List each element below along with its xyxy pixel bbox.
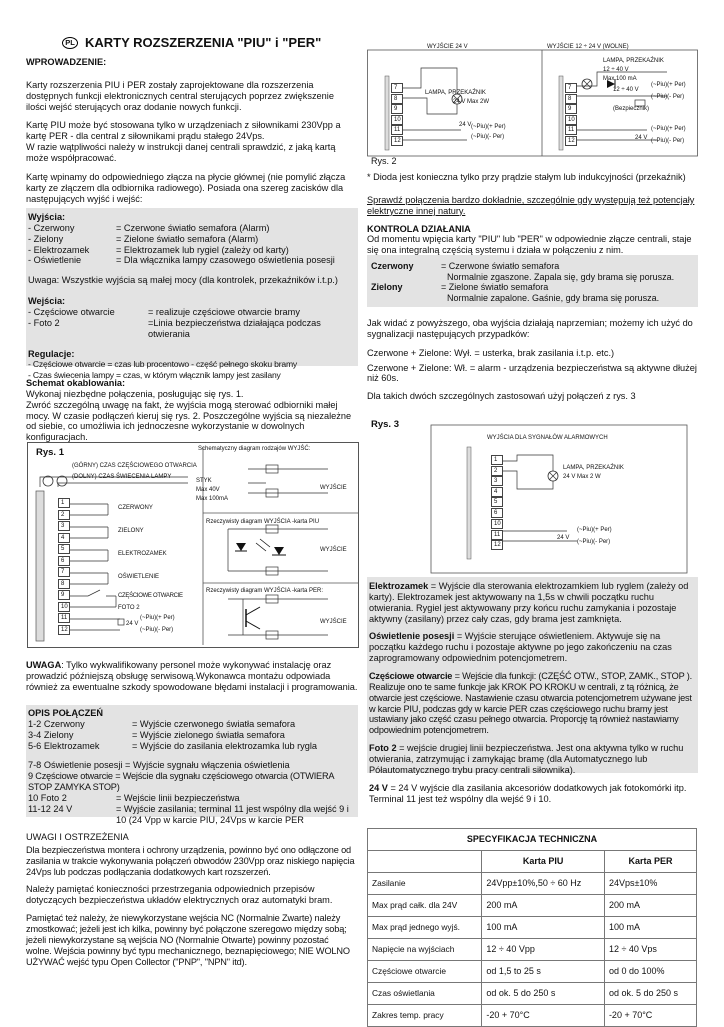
spec-col-piu: Karta PIU <box>482 851 605 873</box>
green-light-row: Zielony = Zielone światło semafora <box>371 282 549 293</box>
green-light-detail: Normalnie zapalone. Gaśnie, gdy brama się porusza. <box>447 292 660 303</box>
terminal: 10 <box>565 115 577 125</box>
output-row: - Zielony = Zielone światło semafora (Alarm) <box>28 233 259 244</box>
terminal: 6 <box>58 556 70 566</box>
wiring-text: Wykonaj niezbędne połączenia, posługując się rys. 1. Zwróć szczególną uwagę na fakt, że wyjścia mogą sterować odbiorniki małej mocy. W czasie podłączeń kieruj się rys. 2. Poszczególne wyjścia są niezależne od siebie, co umożliwia ich jednoczesne wykorzystanie w dowolnych konfiguracjach. <box>26 388 352 443</box>
fig1-minus-label: (~Piu)(- Per) <box>140 627 174 633</box>
terminal: 11 <box>565 125 577 135</box>
spec-table <box>367 828 697 1027</box>
fig1-plus-label: (~Piu)(+ Per) <box>140 615 175 621</box>
combo-2: Czerwone + Zielone: Wł. = alarm - urządzenia bezpieczeństwa są aktywne dłużej niż 60s. <box>367 362 697 384</box>
terminal: 2 <box>491 466 503 476</box>
terminal: 7 <box>58 567 70 577</box>
foto2-input-label: FOTO 2 <box>118 605 140 611</box>
connection-11: 11-12 24 V = Wyjście zasilania; terminal 11 jest wspólny dla wejść 9 i 10 (24 Vpp w karcie PIU, 24Vps w karcie PER <box>28 803 349 825</box>
fig2-minus-right: (~Piu)(- Per) <box>651 94 685 100</box>
partial-input-label: CZĘŚCIOWE OTWARCIE <box>118 593 183 599</box>
output-label-1: WYJŚCIE <box>320 485 347 491</box>
spec-cell-per: 200 mA <box>604 895 696 917</box>
spec-row <box>368 873 697 895</box>
terminal: 12 <box>58 625 70 635</box>
regulations-list <box>28 359 356 379</box>
figure-3-title: WYJŚCIA DLA SYGNAŁÓW ALARMOWYCH <box>487 435 608 441</box>
fig2-max-current: Max 100 mA <box>603 76 637 82</box>
control-heading: KONTROLA DZIAŁANIA <box>367 223 471 234</box>
intro-section <box>26 57 356 211</box>
input-row: - Częściowe otwarcie = realizuje częściowe otwarcie bramy <box>28 307 300 318</box>
connection-7: 7-8 Oświetlenie posesji = Wyjście sygnału włączenia oświetlenia <box>28 760 290 771</box>
output-row: - Czerwony = Czerwone światło semafora (Alarm) <box>28 222 270 233</box>
terminal: 8 <box>391 94 403 104</box>
connection-10: 10 Foto 2 = Wejście linii bezpieczeństwa <box>28 793 240 804</box>
cautions-heading: UWAGI I OSTRZEŻENIA <box>26 832 129 842</box>
spec-heading: SPECYFIKACJA TECHNICZNA <box>368 829 697 851</box>
fig2-lamp-relay-label: LAMPA, PRZEKAŹNIK <box>425 90 486 96</box>
output-24v-label: WYJŚCIE 24 V <box>427 44 468 50</box>
partial-time-label: (GÓRNY) CZAS CZĘŚCIOWEGO OTWARCIA <box>72 463 197 469</box>
figure-1-label: Rys. 1 <box>36 447 64 458</box>
combo-section <box>367 318 698 409</box>
outputs-list <box>28 223 356 266</box>
schematic-title: Schematyczny diagram rodzajów WYJŚĆ: <box>198 446 311 452</box>
connections-heading: OPIS POŁĄCZEŃ <box>28 708 104 718</box>
spec-col-per: Karta PER <box>604 851 696 873</box>
spec-cell-per: -20 + 70°C <box>604 1005 696 1027</box>
per-diagram-title: Rzeczywisty diagram WYJŚCIA -karta PER: <box>206 588 324 594</box>
cautions-paragraph-3: Pamiętać też należy, że niewykorzystane wejścia NC (Normalnie Zwarte) należy zmostkować; jeżeli jest ich kilka, powinny być połączone szeregowo między sobą; jeżeli niewykorzystane są wejścia NO (Normalnie Otwarte) powinny pozostać wolne. Wejścia powinny być typu mechanicznego, beznapięciowego; NIE WOLNO UŻYWAĆ wejść typu Open Collector ("PNP", "NPN" itd). <box>26 913 350 967</box>
figure-3-label: Rys. 3 <box>371 419 399 430</box>
wiring-section <box>26 378 358 443</box>
cautions-paragraph-2: Należy pamiętać konieczności przestrzegania odpowiednich przepisów dotyczących bezpieczeństwa układów elektrycznych oraz automatyki bram. <box>26 884 333 906</box>
combo-figure-ref: Dla takich dwóch szczególnych zastosowań użyj połączeń z rys. 3 <box>367 391 636 402</box>
fig3-plus: (~Piu)(+ Per) <box>577 527 612 533</box>
outputs-note: Uwaga: Wszystkie wyjścia są małej mocy (dla kontrolek, przekaźników i.t.p.) <box>28 275 338 286</box>
24v-function: 24 V = 24 V wyjście dla zasilania akcesoriów dodatkowych jak fotokomórki itp. Terminal 11 jest też wspólny dla wejść 9 i 10. <box>369 782 687 804</box>
terminal: 11 <box>491 530 503 540</box>
spec-cell-label: Zasilanie <box>368 873 482 895</box>
language-badge: PL <box>62 37 78 49</box>
output-row: - Elektrozamek = Elektrozamek lub rygiel (zależy od karty) <box>28 244 289 255</box>
spec-row <box>368 939 697 961</box>
regulation-line: - Częściowe otwarcie = czas lub procentowo - część pełnego skoku bramy <box>28 359 298 370</box>
figure-3 <box>367 415 698 577</box>
output-row: - Oświetlenie = Dla włącznika lampy czasowego oświetlenia posesji <box>28 255 335 266</box>
inputs-list <box>28 307 356 340</box>
red-light-detail: Normalnie zgaszone. Zapala się, gdy brama się porusza. <box>447 271 675 282</box>
figure-2 <box>367 38 698 168</box>
terminal: 5 <box>58 544 70 554</box>
spec-cell-label: Zakres temp. pracy <box>368 1005 482 1027</box>
spec-row <box>368 895 697 917</box>
red-output-label: CZERWONY <box>118 505 153 511</box>
spec-row <box>368 961 697 983</box>
spec-cell-label: Czas oświetlania <box>368 983 482 1005</box>
terminal: 12 <box>491 540 503 550</box>
spec-cell-label: Max prąd całk. dla 24V <box>368 895 482 917</box>
warning-text: : Tylko wykwalifikowany personel może wykonywać instalację oraz prowadzić późniejszą obsługę serwisową.Wykonawca montażu odpowiada również za ewentualne szkody spowodowane błędami instalacji i programowania. <box>26 660 358 692</box>
fig2-voltage-range: 12 ÷ 40 V <box>603 67 629 73</box>
terminal: 3 <box>58 521 70 531</box>
terminal: 3 <box>491 476 503 486</box>
terminal: 12 <box>565 136 577 146</box>
inputs-heading: Wejścia: <box>28 296 66 307</box>
fig2-lamp-relay-2: LAMPA, PRZEKAŹNIK <box>603 58 664 64</box>
spec-cell-label: Max prąd jednego wyjś. <box>368 917 482 939</box>
spec-cell-label: Częściowe otwarcie <box>368 961 482 983</box>
fig3-lamp-label: LAMPA, PRZEKAŹNIK <box>563 465 624 471</box>
spec-cell-per: 100 mA <box>604 917 696 939</box>
output-label-3: WYJŚCIE <box>320 619 347 625</box>
fig2-fuse-label: (Bezpiecznik) <box>613 106 650 112</box>
terminal: 12 <box>391 136 403 146</box>
max-current-label: Max 100mA <box>196 496 229 502</box>
connections-box <box>26 705 358 825</box>
spec-cell-piu: 12 ÷ 40 Vpp <box>482 939 605 961</box>
right-notes <box>367 172 698 256</box>
intro-paragraph-3: Kartę wpinamy do odpowiedniego złącza na płycie głównej (nie pomylić złącza karty ze złączem dla odbiornika radiowego). Posiada ona szereg zacisków dla następujących wyjść i wejść: <box>26 171 346 204</box>
fig2-voltage-range-2: 12 ÷ 40 V <box>613 87 639 93</box>
functions-box <box>367 577 698 804</box>
fig1-24v-label: 24 V <box>126 621 139 627</box>
terminal: 8 <box>565 94 577 104</box>
regulation-line: - Czas świecenia lampy = czas, w którym włącznik lampy jest zasilany <box>28 369 281 380</box>
terminal: 10 <box>58 602 70 612</box>
spec-cell-piu: od 1,5 to 25 s <box>482 961 605 983</box>
spec-row <box>368 983 697 1005</box>
terminal: 7 <box>565 83 577 93</box>
regulations-heading: Regulacje: <box>28 348 75 359</box>
spec-cell-piu: -20 + 70°C <box>482 1005 605 1027</box>
red-light-row: Czerwony = Czerwone światło semafora <box>371 261 560 271</box>
io-box <box>26 208 358 380</box>
terminal: 11 <box>58 613 70 623</box>
output-label-2: WYJŚCIE <box>320 547 347 553</box>
check-note: Sprawdź połączenia bardzo dokładnie, szczególnie gdy występują też potencjały elektryczne innej natury. <box>367 194 695 216</box>
control-text: Od momentu wpięcia karty "PIU" lub "PER" w odpowiednie złącze centrali, staje się ona integralną częścią systemu i działa w połączeniu z nim. <box>367 234 692 256</box>
spec-cell-per: 24Vps±10% <box>604 873 696 895</box>
spec-row <box>368 917 697 939</box>
fig2-plus-right: (~Piu)(+ Per) <box>651 82 686 88</box>
spec-empty-header <box>368 851 482 873</box>
terminal: 4 <box>58 533 70 543</box>
intro-paragraph-1: Karty rozszerzenia PIU i PER zostały zaprojektowane dla rozszerzenia dostępnych funkcji elektronicznych central sterujących poprzez zwiększenie ilości wejść sterujących oraz dodanie nowych funkcji. <box>26 79 334 112</box>
wiring-heading: Schemat okablowania: <box>26 378 126 388</box>
piu-diagram-title: Rzeczywisty diagram WYJŚCIA -karta PIU <box>206 519 320 525</box>
cautions-section <box>26 832 356 974</box>
terminal: 1 <box>491 455 503 465</box>
spec-cell-label: Napięcie na wyjściach <box>368 939 482 961</box>
figure-1 <box>27 442 359 648</box>
fig3-minus: (~Piu)(- Per) <box>577 539 611 545</box>
warning-label: UWAGA <box>26 660 62 670</box>
contact-label: STYK <box>196 478 212 484</box>
foto2-function: Foto 2 = wejście drugiej linii bezpieczeństwa. Jest ona aktywna tylko w ruchu otwierania, zatrzymując i zamykając bramę (dla Automatycznego lub Półautomatycznego trybu pracy centrali siłownika). <box>369 743 684 775</box>
combo-1: Czerwone + Zielone: Wył. = usterka, brak zasilania i.t.p. etc.) <box>367 347 615 358</box>
output-12-24v-label: WYJŚCIE 12 ÷ 24 V (WOLNE) <box>547 44 629 50</box>
connection-row: 5-6 Elektrozamek = Wyjście do zasilania elektrozamka lub rygla <box>28 740 318 751</box>
connection-row: 3-4 Zielony = Wyjście zielonego światła semafora <box>28 729 285 740</box>
terminal: 4 <box>491 487 503 497</box>
fig2-plus-right-2: (~Piu)(+ Per) <box>651 126 686 132</box>
input-row: - Foto 2 =Linia bezpieczeństwa działająca podczas otwierania <box>28 317 321 339</box>
page-title: KARTY ROZSZERZENIA "PIU" i "PER" <box>85 35 322 50</box>
green-output-label: ZIELONY <box>118 528 144 534</box>
max-voltage-label: Max 40V <box>196 487 220 493</box>
connection-row: 1-2 Czerwony = Wyjście czerwonego światła semafora <box>28 718 296 729</box>
terminal: 9 <box>58 590 70 600</box>
connection-9: 9 Częściowe otwarcie = Wejście dla sygnału częściowego otwarcia (OTWIERA STOP ZAMYKA STOP) <box>28 771 334 793</box>
intro-paragraph-2: Kartę PIU może być stosowana tylko w urządzeniach z siłownikami 230Vpp a kartę PER - dla central z siłownikami prądu stałego 24Vps. W razie wątpliwości należy w instrukcji danej centrali sprawdzić, z jaką kartą może współpracować. <box>26 120 341 164</box>
combo-intro: Jak widać z powyższego, oba wyjścia działają naprzemian; możemy ich użyć do sygnalizacji następujących przypadków: <box>367 318 693 339</box>
terminal: 11 <box>391 125 403 135</box>
light-output-label: OŚWIETLENIE <box>118 574 160 580</box>
fig2-24v-left: 24 V <box>459 122 472 128</box>
intro-heading: WPROWADZENIE: <box>26 57 107 67</box>
diode-note: * Dioda jest konieczna tylko przy prądzie stałym lub indukcyjności (przekaźnik) <box>367 172 686 182</box>
outputs-heading: Wyjścia: <box>28 212 66 222</box>
lock-function: Elektrozamek = Wyjście dla sterowania elektrozamkiem lub ryglem (zależy od karty). Elektrozamek jest aktywowany na 1,5s w chwili początku ruchu otwierania. Rygiel jest aktywowany przy końcu ruchu zamykania i pozostaje aktywny (zasilany) przez cały czas, gdy brama jest zamknięta. <box>369 581 689 624</box>
partial-function: Częściowe otwarcie = Wejście dla funkcji: (CZĘŚĆ OTW., STOP, ZAMK., STOP ). Realizuje ono te same funkcje jak KROK PO KROKU w centrali, z tą różnicą, że otwarcie jest częściowe. Nastawienie czasu otwarcia potencjometrem używane jest w karcie PIU, podczas gdy w karcie PER czas częściowego ruchu bramy jest ustawiany jako część czasu pełnego otwarcia. Proporcję tą również nastawiamy odpowiednim potencjometrem. <box>369 671 692 736</box>
fig2-24v-right: 24 V <box>635 135 648 141</box>
connections-list <box>28 719 356 752</box>
fig2-minus-left: (~Piu)(- Per) <box>471 134 505 140</box>
terminal: 1 <box>58 498 70 508</box>
terminal: 8 <box>58 579 70 589</box>
fig2-lamp-spec: 24 V Max 2W <box>453 99 490 105</box>
fig2-minus-right-2: (~Piu)(- Per) <box>651 138 685 144</box>
fig2-plus-left: (~Piu)(+ Per) <box>471 124 506 130</box>
spec-cell-piu: 200 mA <box>482 895 605 917</box>
warning-note <box>26 660 358 693</box>
spec-cell-piu: od ok. 5 do 250 s <box>482 983 605 1005</box>
terminal: 6 <box>491 508 503 518</box>
figure-2-label: Rys. 2 <box>371 156 397 166</box>
cautions-paragraph-1: Dla bezpieczeństwa montera i ochrony urządzenia, powinno być ono odłączone od zasilania w trakcie wykonywania połączeń obwodów 230Vpp oraz niskiego napięcia 24Vps lub podczas podłączania dodatkowych kart rozszerzeń. <box>26 844 355 877</box>
lamp-time-label: (DOLNY) CZAS ŚWIECENIA LAMPY <box>72 474 172 480</box>
light-function: Oświetlenie posesji = Wyjście sterujące oświetleniem. Aktywuje się na początku każdego ruchu i pozostaje aktywne po jego zakończeniu na czas zaprogramowany odpowiednim potencjometrem. <box>369 631 672 664</box>
terminal: 9 <box>565 104 577 114</box>
terminal: 9 <box>391 104 403 114</box>
fig3-24v: 24 V <box>557 535 570 541</box>
lights-box <box>367 255 698 307</box>
spec-cell-per: od ok. 5 do 250 s <box>604 983 696 1005</box>
spec-row <box>368 1005 697 1027</box>
fig3-lamp-spec: 24 V Max 2 W <box>563 474 601 480</box>
spec-cell-piu: 24Vpp±10%,50 ÷ 60 Hz <box>482 873 605 895</box>
terminal: 7 <box>391 83 403 93</box>
spec-cell-per: od 0 do 100% <box>604 961 696 983</box>
terminal: 10 <box>391 115 403 125</box>
terminal: 2 <box>58 510 70 520</box>
spec-cell-per: 12 ÷ 40 Vps <box>604 939 696 961</box>
terminal: 5 <box>491 497 503 507</box>
terminal: 10 <box>491 519 503 529</box>
spec-cell-piu: 100 mA <box>482 917 605 939</box>
lock-output-label: ELEKTROZAMEK <box>118 551 167 557</box>
